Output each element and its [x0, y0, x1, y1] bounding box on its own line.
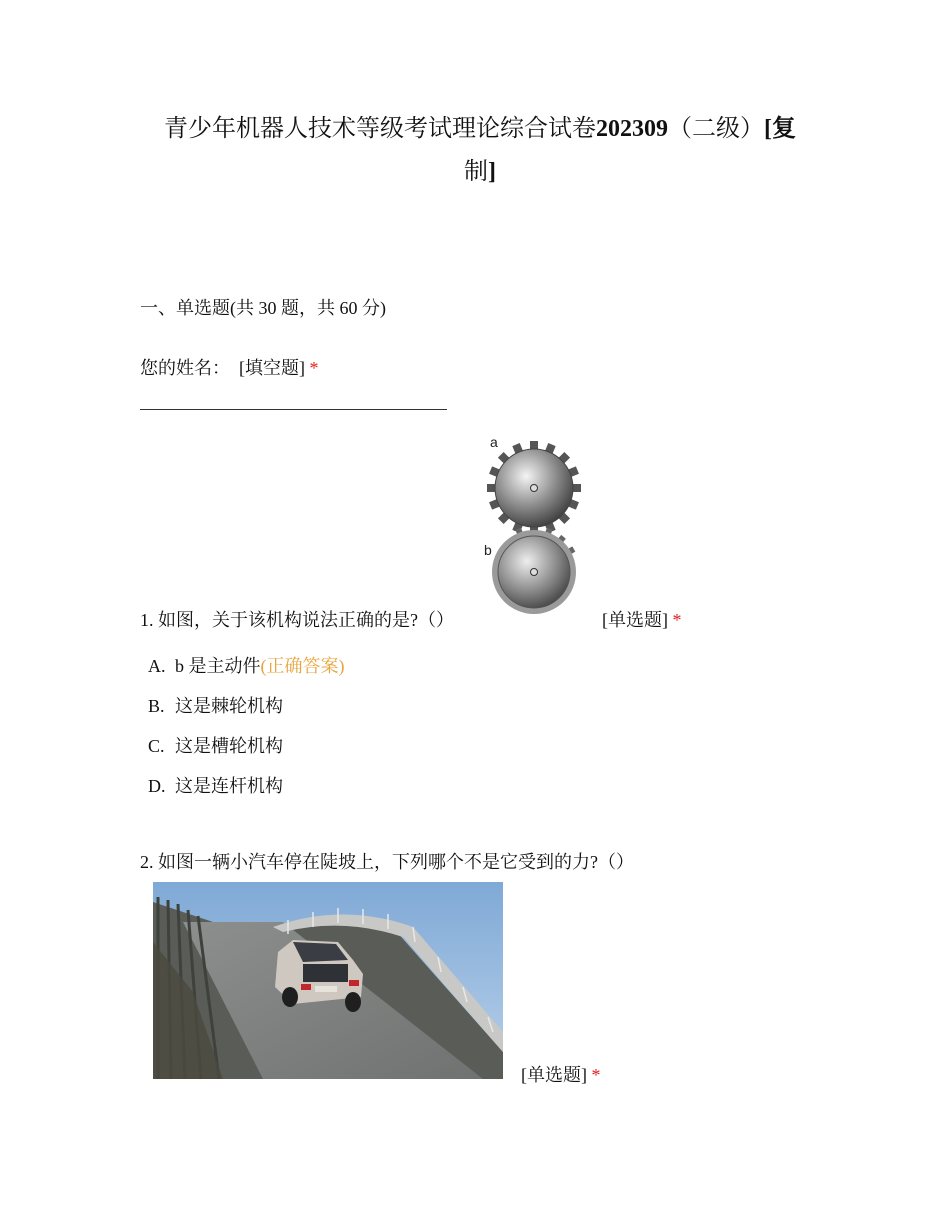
question-1-text: 1. 如图，关于该机构说法正确的是?（）	[140, 610, 454, 630]
title-level: （二级）	[668, 116, 764, 142]
car-on-slope-image	[153, 882, 503, 1079]
q1-type-label: [单选题]	[602, 610, 668, 630]
option-a[interactable]	[148, 652, 345, 678]
option-text: 这是棘轮机构	[175, 696, 283, 716]
option-text: b 是主动件	[175, 656, 261, 676]
question-2-text: 2. 如图一辆小汽车停在陡坡上，下列哪个不是它受到的力?（）	[140, 852, 634, 872]
option-letter: A.	[148, 656, 166, 676]
question-1-type	[602, 606, 682, 632]
correct-answer-note: (正确答案)	[260, 656, 345, 676]
option-letter: C.	[148, 736, 165, 756]
page-title	[140, 108, 820, 194]
option-c[interactable]	[148, 732, 283, 758]
gear-label-b: b	[484, 542, 492, 558]
gear-label-a: a	[490, 434, 498, 450]
title-bracket: [复	[764, 116, 796, 142]
required-star: *	[309, 358, 319, 378]
section-heading: 一、单选题(共 30 题，共 60 分)	[140, 298, 386, 318]
name-question	[140, 354, 319, 380]
gear-a	[487, 441, 581, 535]
name-answer-line[interactable]	[140, 409, 447, 410]
gear-mechanism-image	[480, 430, 586, 618]
required-star: *	[591, 1065, 601, 1085]
option-b[interactable]	[148, 692, 283, 718]
required-star: *	[672, 610, 682, 630]
title-line2: 制	[464, 159, 488, 185]
option-letter: D.	[148, 776, 166, 796]
q2-type-label: [单选题]	[521, 1065, 587, 1085]
title-code: 202309	[596, 116, 668, 142]
name-type: [填空题]	[239, 358, 305, 378]
option-d[interactable]	[148, 772, 283, 798]
gear-b	[492, 528, 576, 614]
option-letter: B.	[148, 696, 165, 716]
option-text: 这是槽轮机构	[175, 736, 283, 756]
title-text: 青少年机器人技术等级考试理论综合试卷	[164, 116, 596, 142]
question-2-type	[521, 1061, 601, 1087]
name-label: 您的姓名：	[140, 358, 230, 378]
title-bracket-end: ]	[488, 159, 496, 185]
option-text: 这是连杆机构	[175, 776, 283, 796]
